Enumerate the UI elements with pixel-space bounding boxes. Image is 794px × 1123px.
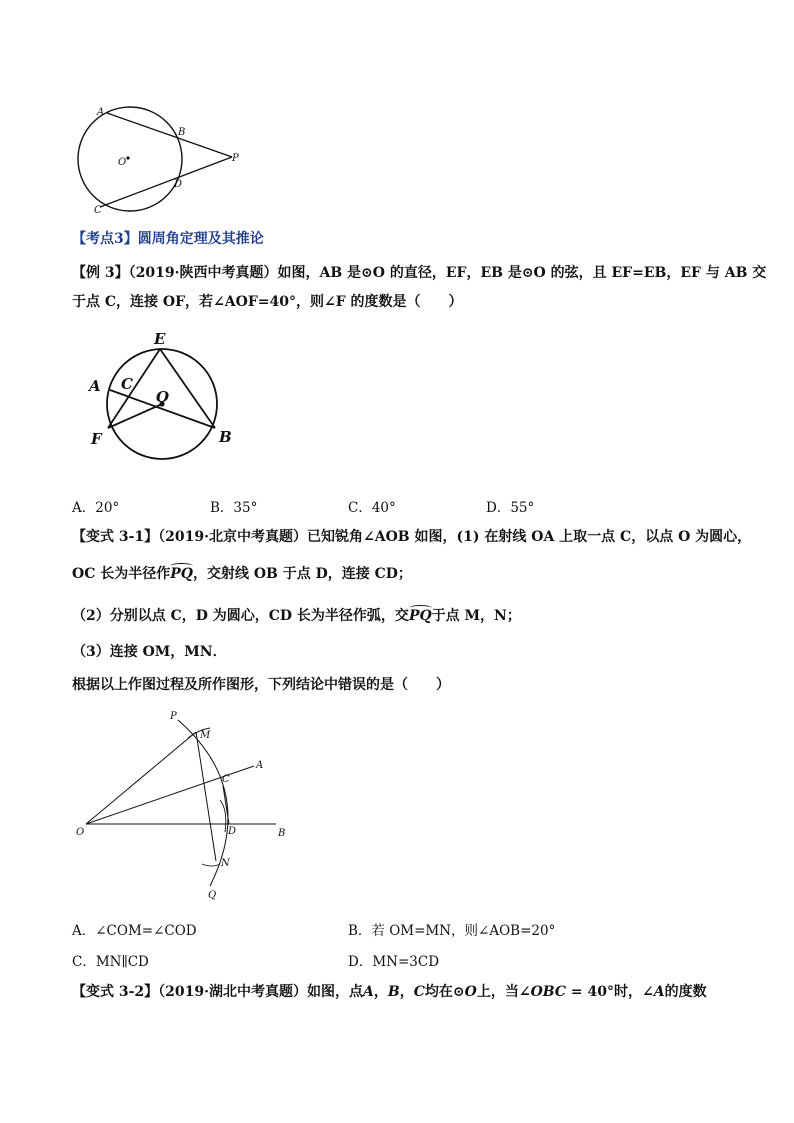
figure-secant-circle [60, 95, 260, 220]
variant-3-1-source: （2019·北京中考真题） [158, 529, 308, 545]
label-o: O [156, 388, 170, 406]
label-d: D [228, 826, 237, 837]
center-dot [126, 156, 129, 159]
point-a-2: A [653, 984, 665, 1000]
label-c: C [94, 205, 102, 216]
label-c: C [121, 375, 133, 393]
point-a: A [363, 984, 374, 1000]
label-c: C [222, 774, 230, 785]
label-d: D [174, 179, 183, 190]
variant-3-1-text2b: ，交射线 OB 于点 D，连接 CD； [192, 566, 412, 582]
label-p: P [232, 153, 239, 164]
variant-3-1-line1 [72, 528, 751, 546]
variant-3-2-line1 [72, 983, 707, 1001]
point-b: B [387, 984, 400, 1000]
variant-3-2-source: （2019·湖北中考真题） [158, 984, 308, 1000]
example-3-source: （2019·陕西中考真题） [128, 265, 278, 281]
figure-example-3 [85, 328, 245, 473]
label-q: Q [208, 890, 217, 901]
option-d: D．55° [486, 500, 535, 516]
option-b: B．35° [210, 500, 258, 516]
option-c: C．40° [348, 500, 396, 516]
variant-3-1-text3b: 于点 M，N； [431, 608, 521, 624]
label-e: E [154, 330, 166, 348]
option-b-2: B．若 OM=MN，则∠AOB=20° [348, 923, 556, 939]
label-o: O [76, 827, 85, 838]
label-a: A [256, 760, 264, 771]
angle-obc: OBC [530, 984, 566, 1000]
variant-3-2-text-a: 如图，点 [307, 984, 364, 1000]
variant-3-1-text2a: OC 长为半径作 [72, 566, 171, 582]
point-o: O [464, 984, 477, 1000]
variant-3-1-line5: 根据以上作图过程及所作图形，下列结论中错误的是（ ） [72, 677, 450, 693]
example-3-text1: 如图，AB 是⊙O 的直径，EF，EB 是⊙O 的弦，且 EF=EB，EF 与 AB 交 [277, 265, 767, 281]
variant-3-1-line3 [72, 607, 521, 625]
label-o: O [118, 157, 127, 168]
arc-pq: PQ [170, 566, 193, 582]
label-b: B [219, 428, 232, 446]
arc-n [202, 864, 220, 866]
comma-1: ， [373, 984, 388, 1000]
option-a-2: A．∠COM=∠COD [72, 923, 197, 939]
example-3-tag: 【例 3】 [72, 265, 129, 281]
secant-ap [107, 113, 232, 157]
label-n: N [221, 858, 230, 869]
comma-2: ， [399, 984, 414, 1000]
label-a: A [97, 107, 105, 118]
arc-cd [220, 800, 226, 832]
variant-3-2-text-e: 的度数 [664, 984, 707, 1000]
variant-3-2-text-c: 上，当∠ [476, 984, 531, 1000]
option-c-2: C．MN∥CD [72, 954, 149, 970]
variant-3-1-text1: 已知锐角∠AOB 如图，(1) 在射线 OA 上取一点 C，以点 O 为圆心， [307, 529, 752, 545]
label-p: P [170, 711, 177, 722]
variant-3-2-tag: 【变式 3-2】 [72, 984, 159, 1000]
variant-3-2-text-d: = 40°时，∠ [566, 984, 654, 1000]
figure-variant-3-1 [70, 706, 300, 906]
option-a: A．20° [72, 500, 120, 516]
label-b: B [278, 828, 286, 839]
segment-om [86, 732, 196, 824]
example-3-line1 [72, 264, 766, 282]
variant-3-1-text3a: （2）分别以点 C，D 为圆心，CD 长为半径作弧，交 [72, 608, 409, 624]
label-a: A [89, 377, 101, 395]
example-3-line2: 于点 C，连接 OF，若∠AOF=40°，则∠F 的度数是（ ） [72, 294, 463, 310]
arc-pq-2: PQ [408, 608, 432, 624]
point-c: C [413, 984, 425, 1000]
label-m: M [200, 730, 211, 741]
variant-3-1-tag: 【变式 3-1】 [72, 529, 159, 545]
variant-3-2-text-b: 均在⊙ [424, 984, 465, 1000]
label-f: F [91, 430, 102, 448]
variant-3-1-line2 [72, 565, 412, 583]
section-heading: 【考点3】圆周角定理及其推论 [72, 231, 264, 247]
option-d-2: D．MN=3CD [348, 954, 440, 970]
variant-3-1-line4: （3）连接 OM，MN． [72, 644, 227, 660]
label-b: B [178, 127, 186, 138]
